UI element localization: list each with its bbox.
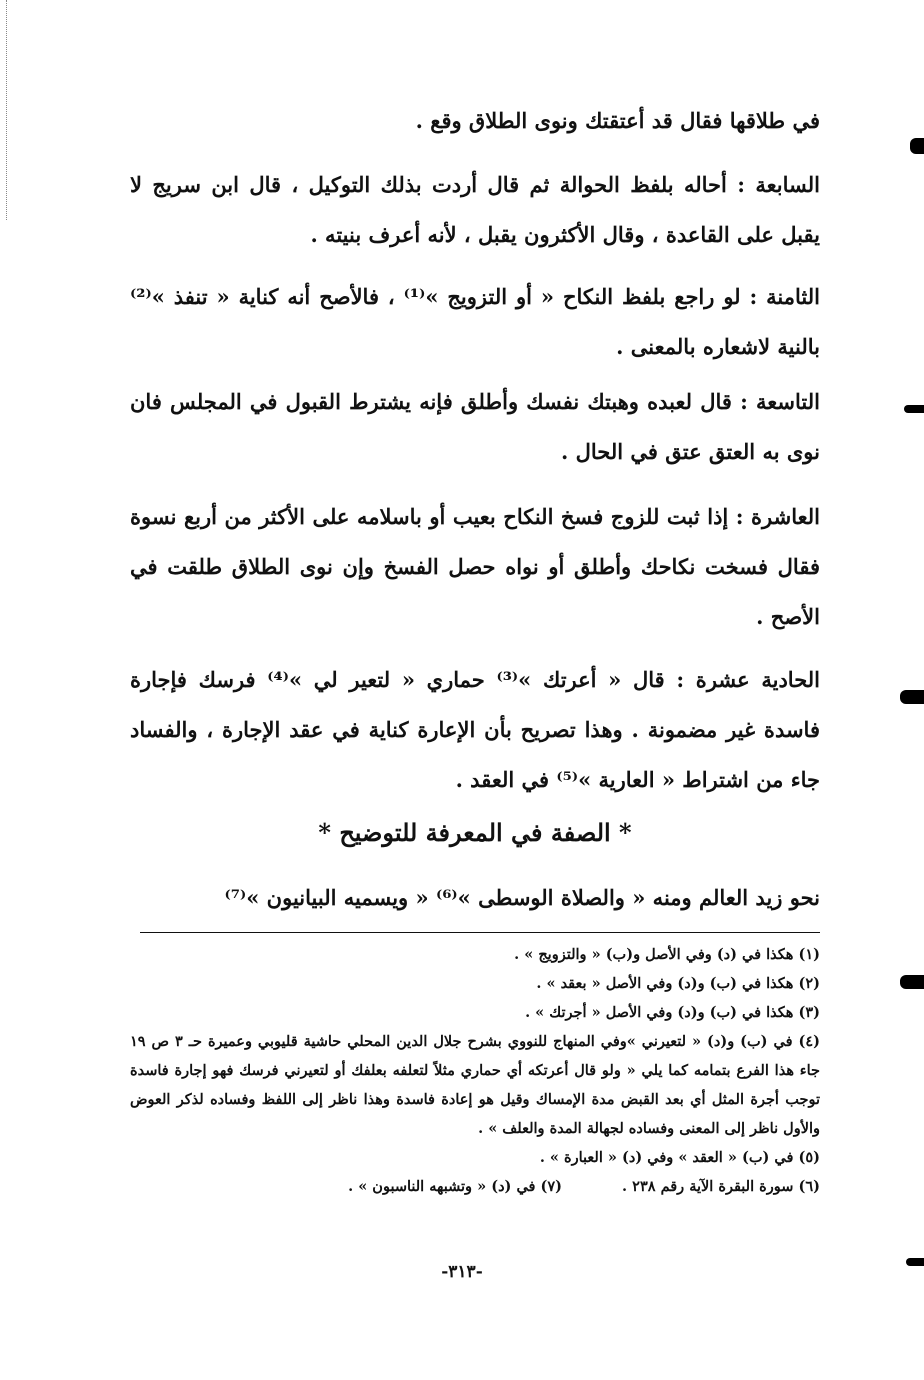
scan-mark	[900, 690, 924, 704]
footnote-7: (٧) في (د) « وتشبهه الناسبون » .	[348, 1178, 563, 1195]
body-last-line: نحو زيد العالم ومنه « والصلاة الوسطى »⁽⁶⁾ « ويسميه البيانيون »⁽⁷⁾	[224, 885, 820, 910]
page-number: -٣١٣-	[441, 1262, 483, 1282]
paragraph-1: في طلاقها فقال قد أعتقتك ونوى الطلاق وقع .	[415, 108, 820, 133]
footnote-1: (١) هكذا في (د) وفي الأصل و(ب) « والتزويج » .	[514, 946, 820, 963]
footnote-3: (٣) هكذا في (ب) و(د) وفي الأصل « أجرتك » .	[525, 1004, 820, 1021]
paragraph-3: الثامنة : لو راجع بلفظ النكاح « أو التزويج »⁽¹⁾ ، فالأصح أنه كناية « تنفذ »⁽²⁾ بالنية لاشعاره بالمعنى .	[130, 284, 820, 359]
scan-mark	[910, 138, 924, 154]
paragraph-5: العاشرة : إذا ثبت للزوج فسخ النكاح بعيب أو باسلامه على الأكثر من أربع نسوة فقال فسخت نكاحك وأطلق أو نواه حصل الفسخ وإن نوى الطلاق طلقت في الأصح .	[130, 504, 820, 629]
scan-mark	[904, 405, 924, 413]
footnote-6: (٦) سورة البقرة الآية رقم ٢٣٨ .	[622, 1178, 820, 1195]
footnotes	[130, 940, 820, 1201]
scan-edge-dots	[6, 0, 8, 220]
footnote-2: (٢) هكذا في (ب) و(د) وفي الأصل « بعقد » .	[536, 975, 820, 992]
paragraph-6: الحادية عشرة : قال « أعرتك »⁽³⁾ حماري « لتعير لي »⁽⁴⁾ فرسك فإجارة فاسدة غير مضمونة . وهذا تصريح بأن الإعارة كناية في عقد الإجارة ، والفساد جاء من اشتراط « العارية »⁽⁵⁾ في العقد .	[130, 667, 820, 792]
paragraph-2: السابعة : أحاله بلفظ الحوالة ثم قال أردت بذلك التوكيل ، قال ابن سريج لا يقبل على القاعدة ، وقال الأكثرون يقبل ، لأنه أعرف بنيته .	[130, 172, 820, 247]
footnote-row	[130, 1172, 820, 1201]
paragraph-4: التاسعة : قال لعبده وهبتك نفسك وأطلق فإنه يشترط القبول في المجلس فان نوى به العتق عتق في الحال .	[130, 389, 820, 464]
section-heading: * الصفة في المعرفة للتوضيح *	[318, 818, 632, 847]
scan-mark	[900, 975, 924, 989]
footnote-4: (٤) في (ب) و(د) « لتعيرني »وفي المنهاج للنووي بشرح جلال الدين المحلي حاشية قليوبي وعميرة حـ ٣ ص ١٩ جاء هذا الفرع بتمامه كما يلي « ولو قال أعرتكه أي حماري مثلاً لتعلفه بعلفك أو لتعيرني فرسك فهو إجارة فاسدة توجب أجرة المثل أي بعد القبض مدة الإمساك وقيل هو إعادة فاسدة وهذا ناظر إلى اللفظ وفساده لذكر العوض والأول ناظر إلى المعنى وفساده لجهالة المدة والعلف » .	[130, 1033, 820, 1137]
footnote-separator	[140, 932, 820, 933]
footnote-5: (٥) في (ب) « العقد » وفي (د) « العبارة » .	[539, 1149, 820, 1166]
